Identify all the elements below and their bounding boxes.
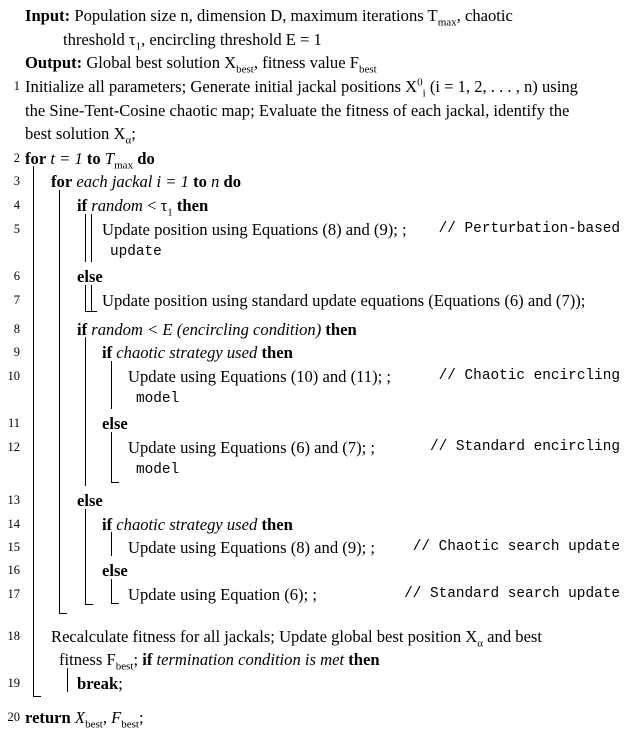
- input-text-end: , chaotic: [456, 6, 513, 25]
- kw-to: to: [86, 149, 101, 168]
- line-18-italic: termination condition is met: [152, 650, 345, 669]
- indent-rule: [85, 604, 93, 605]
- kw-else: else: [77, 267, 103, 286]
- output-line: [25, 51, 377, 74]
- line-11: [102, 412, 128, 435]
- kw-if: if: [102, 343, 113, 362]
- indent-rule: [59, 190, 60, 613]
- line-3-italic: each jackal: [72, 172, 153, 191]
- kw-then: then: [344, 650, 380, 669]
- line-number: 19: [7, 676, 20, 690]
- line-13: [77, 489, 103, 512]
- line-20-math: X: [70, 708, 86, 727]
- input-label: Input:: [25, 6, 71, 25]
- comment-15: // Chaotic search update: [412, 539, 620, 555]
- line-2: [25, 147, 155, 170]
- fbest-sub: best: [115, 660, 134, 673]
- comment-12: // Standard encircling: [430, 439, 620, 455]
- line-number: 16: [7, 563, 20, 577]
- line-1-math: (i = 1, 2, . . . , n) using: [429, 77, 578, 96]
- line-1c-text: best solution X: [25, 124, 126, 143]
- line-18b-text: fitness F: [59, 650, 116, 669]
- comment-5: // Perturbation-based: [438, 221, 620, 237]
- line-number: 7: [13, 293, 20, 307]
- line-number: 20: [7, 710, 20, 724]
- alpha-sub: α: [125, 134, 132, 147]
- indent-rule: [67, 668, 68, 692]
- comment-10: // Chaotic encircling: [438, 368, 620, 384]
- line-18-text: Recalculate fitness for all jackals; Update global best position X: [51, 627, 478, 646]
- line-19-tail: ;: [118, 674, 123, 693]
- line-number: 12: [7, 440, 20, 454]
- indent-rule: [85, 285, 86, 311]
- kw-else: else: [102, 414, 128, 433]
- kw-then: then: [257, 515, 293, 534]
- indent-rule: [91, 285, 92, 311]
- line-number: 6: [13, 269, 20, 283]
- line-10: Update using Equations (10) and (11); ;: [128, 367, 391, 386]
- line-14: [102, 513, 293, 536]
- line-20: [25, 706, 144, 729]
- fbest-sub: best: [358, 63, 377, 76]
- kw-if: if: [142, 650, 153, 669]
- kw-for: for: [51, 172, 73, 191]
- kw-else: else: [102, 561, 128, 580]
- kw-do: do: [223, 172, 242, 191]
- line-8-italic2: (encircling condition): [172, 320, 322, 339]
- line-20-tail: ;: [138, 708, 144, 727]
- input-text-2: threshold τ: [63, 30, 136, 49]
- line-17: Update using Equation (6); ;: [128, 585, 317, 604]
- xi-sub: i: [422, 87, 426, 100]
- line-7: Update position using standard update equations (Equations (6) and (7));: [102, 291, 586, 310]
- line-number: 1: [13, 79, 20, 93]
- output-text: Global best solution X: [86, 53, 237, 72]
- kw-if: if: [102, 515, 113, 534]
- line-19: [77, 672, 123, 695]
- line-1-text: Initialize all parameters; Generate initial jackal positions X: [25, 77, 418, 96]
- line-3-math: i = 1: [152, 172, 194, 191]
- input-line-2: [63, 28, 322, 51]
- line-number: 11: [7, 416, 20, 430]
- line-1-tail: ;: [131, 124, 136, 143]
- kw-do: do: [133, 149, 155, 168]
- line-18b-mid: ;: [133, 650, 143, 669]
- kw-if: if: [77, 320, 88, 339]
- indent-rule: [85, 337, 86, 486]
- comment-12-cont: model: [136, 462, 180, 478]
- line-12: Update using Equations (6) and (7); ;: [128, 438, 376, 457]
- tmax-sub: max: [114, 159, 134, 172]
- indent-rule: [59, 613, 67, 614]
- indent-rule: [91, 214, 92, 262]
- line-1a: [25, 75, 578, 98]
- line-5: Update position using Equations (8) and (9); ;: [102, 220, 407, 239]
- line-number: 9: [13, 345, 20, 359]
- x0-sup: 0: [417, 76, 423, 89]
- kw-for: for: [25, 149, 47, 168]
- indent-rule: [111, 482, 119, 483]
- line-2-math: t = 1: [46, 149, 87, 168]
- line-number: 18: [7, 629, 20, 643]
- comment-10-cont: model: [136, 391, 180, 407]
- line-18-end: and best: [483, 627, 543, 646]
- output-mid: , fitness value F: [253, 53, 359, 72]
- xbest-sub: best: [85, 718, 103, 730]
- line-number: 3: [13, 174, 20, 188]
- line-1b: the Sine-Tent-Cosine chaotic map; Evaluate the fitness of each jackal, identify the: [25, 101, 570, 120]
- line-18b: [59, 648, 380, 671]
- line-9-italic: chaotic strategy used: [112, 343, 258, 362]
- line-6: [77, 265, 103, 288]
- line-16: [102, 559, 128, 582]
- kw-return: return: [25, 708, 71, 727]
- indent-rule: [85, 214, 86, 262]
- indent-rule: [33, 166, 34, 696]
- indent-rule: [111, 432, 112, 482]
- comment-5-cont: update: [110, 244, 162, 260]
- indent-rule: [111, 532, 112, 556]
- line-9: [102, 341, 293, 364]
- kw-then: then: [321, 320, 357, 339]
- line-15: Update using Equations (8) and (9); ;: [128, 538, 376, 557]
- input-text-2-end: , encircling threshold E = 1: [141, 30, 322, 49]
- xbest-sub: best: [236, 63, 254, 76]
- line-4-italic: random: [87, 196, 143, 215]
- line-number: 2: [13, 151, 20, 165]
- kw-then: then: [172, 196, 209, 215]
- indent-rule: [91, 311, 97, 312]
- comment-17: // Standard search update: [404, 586, 620, 602]
- line-number: 17: [7, 587, 20, 601]
- line-4-math: < τ: [142, 196, 168, 215]
- indent-rule: [33, 696, 41, 697]
- input-text: Population size n, dimension D, maximum iterations T: [74, 6, 438, 25]
- output-label: Output:: [25, 53, 83, 72]
- kw-else: else: [77, 491, 103, 510]
- indent-rule: [111, 579, 112, 603]
- line-number: 15: [7, 540, 20, 554]
- indent-rule: [111, 603, 119, 604]
- kw-break: break: [77, 674, 119, 693]
- indent-rule: [111, 361, 112, 409]
- line-2-math2: T: [100, 149, 115, 168]
- line-number: 8: [13, 322, 20, 336]
- line-8-math: < E: [142, 320, 173, 339]
- tau-sub: 1: [135, 40, 142, 53]
- alpha-sub: α: [477, 637, 484, 650]
- kw-then: then: [257, 343, 293, 362]
- tmax-sub: max: [437, 16, 457, 29]
- line-number: 5: [13, 222, 20, 236]
- line-20-math2: , F: [102, 708, 122, 727]
- line-number: 10: [7, 369, 20, 383]
- line-number: 4: [13, 198, 20, 212]
- line-3-math2: n: [206, 172, 224, 191]
- line-number: 14: [7, 517, 20, 531]
- line-1c: [25, 122, 136, 145]
- line-4: [77, 194, 208, 217]
- line-number: 13: [7, 493, 20, 507]
- line-8-italic: random: [87, 320, 143, 339]
- line-14-italic: chaotic strategy used: [112, 515, 258, 534]
- input-line: [25, 4, 513, 27]
- line-8: [77, 318, 357, 341]
- line-3: [51, 170, 241, 193]
- kw-if: if: [77, 196, 88, 215]
- fbest-sub: best: [121, 718, 139, 730]
- indent-rule: [85, 509, 86, 604]
- line-18a: [51, 625, 542, 648]
- tau-sub: 1: [167, 206, 173, 219]
- kw-to: to: [193, 172, 207, 191]
